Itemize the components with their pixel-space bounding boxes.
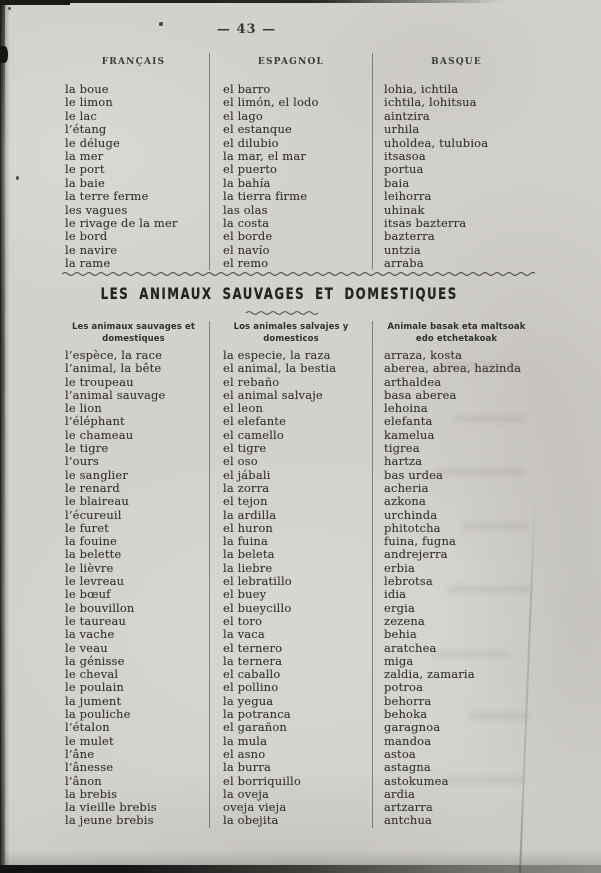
vocab-row: [58, 455, 540, 468]
vocab-row: [58, 376, 540, 389]
paper-speck: [8, 7, 11, 10]
scan-left-edge-shade: [0, 0, 5, 873]
french-term: l’étang: [58, 123, 210, 136]
vocab-row: [58, 509, 540, 522]
french-term: le bœuf: [58, 588, 210, 601]
vocab-row: [58, 735, 540, 748]
subheader-basque-line1: Animale basak eta maltsoak: [387, 322, 526, 332]
basque-term: lehoina: [384, 401, 428, 416]
spanish-term: el borriquillo: [210, 775, 373, 788]
vocab-row: [58, 349, 540, 362]
basque-term: mandoa: [384, 733, 432, 748]
vocab-row: [58, 575, 540, 588]
basque-term: potroa: [384, 680, 424, 695]
basque-term: aberea, abrea, hazinda: [384, 361, 522, 376]
vocab-row: [58, 801, 540, 814]
spanish-term: la liebre: [210, 562, 373, 575]
basque-term: aratchea: [384, 640, 437, 655]
basque-term: baia: [384, 175, 410, 190]
french-term: le veau: [58, 642, 210, 655]
vocab-row: [58, 150, 540, 163]
basque-term: astokumea: [384, 773, 449, 788]
column-header-espagnol: ESPAGNOL: [257, 57, 325, 67]
basque-term: bas urdea: [384, 467, 444, 482]
basque-term: aintzira: [384, 108, 430, 123]
french-term: le blaireau: [58, 495, 210, 508]
french-term: le lac: [58, 110, 210, 123]
ink-blob: [0, 46, 8, 63]
french-term: le taureau: [58, 615, 210, 628]
french-term: le bord: [58, 230, 210, 243]
spanish-term: el jábali: [210, 469, 373, 482]
basque-term: elefanta: [384, 414, 433, 429]
paper-speck: [16, 176, 19, 180]
spanish-term: la bahía: [210, 177, 373, 190]
spanish-term: el dilubio: [210, 137, 373, 150]
french-term: l’écureuil: [58, 509, 210, 522]
basque-term: arraza, kosta: [384, 348, 463, 362]
basque-term: erbia: [384, 560, 415, 575]
spanish-term: el oso: [210, 455, 373, 468]
vocab-row: [58, 362, 540, 375]
basque-term: portua: [384, 162, 424, 177]
vocab-row: [58, 442, 540, 455]
vocab-row: [58, 217, 540, 230]
basque-term: idia: [384, 587, 407, 602]
vocab-row: [58, 495, 540, 508]
spanish-term: la oveja: [210, 788, 373, 801]
wavy-underline: [245, 309, 319, 317]
basque-term: zezena: [384, 613, 425, 628]
spanish-term: la costa: [210, 217, 373, 230]
basque-term: ardia: [384, 786, 415, 801]
vocab-row: [58, 655, 540, 668]
french-term: les vagues: [58, 204, 210, 217]
french-term: le troupeau: [58, 376, 210, 389]
subheader-cell-french: [58, 321, 210, 349]
spanish-term: la ardilla: [210, 509, 373, 522]
spanish-term: el ternero: [210, 642, 373, 655]
french-term: le cheval: [58, 668, 210, 681]
scan-top-edge: [0, 0, 505, 3]
page-number: — 43 —: [216, 22, 277, 37]
subheader-spanish-line2: domesticos: [263, 333, 319, 344]
basque-term: astagna: [384, 760, 431, 775]
spanish-term: el tejon: [210, 495, 373, 508]
vocab-table-sea: [58, 53, 540, 270]
spanish-term: el camello: [210, 429, 373, 442]
spanish-term: la fuina: [210, 535, 373, 548]
french-term: le rivage de la mer: [58, 217, 210, 230]
basque-term: itsasoa: [384, 148, 426, 163]
spanish-term: oveja vieja: [210, 801, 373, 814]
subheader-basque-line2: edo etchetakoak: [415, 333, 498, 344]
french-term: la fouine: [58, 535, 210, 548]
basque-term: lohia, ichtila: [384, 82, 459, 96]
french-term: le navire: [58, 244, 210, 257]
spanish-term: el leon: [210, 402, 373, 415]
basque-term: astoa: [384, 746, 416, 761]
vocab-row: [58, 681, 540, 694]
spanish-term: el animal, la bestia: [210, 362, 373, 375]
french-term: le sanglier: [58, 469, 210, 482]
subheader-french-line2: domestiques: [102, 333, 165, 344]
scan-bottom-shadow: [0, 850, 601, 865]
french-term: la mer: [58, 150, 210, 163]
vocab-row: [58, 602, 540, 615]
vocab-row: [58, 257, 540, 270]
french-term: la génisse: [58, 655, 210, 668]
basque-term: uholdea, tulubioa: [384, 135, 489, 150]
spanish-term: el barro: [210, 83, 373, 96]
basque-term: hartza: [384, 454, 423, 469]
basque-term: andrejerra: [384, 547, 448, 562]
french-term: le chameau: [58, 429, 210, 442]
basque-term: artzarra: [384, 800, 433, 815]
vocab-row: [58, 96, 540, 109]
basque-term: behorra: [384, 693, 432, 708]
basque-term: behia: [384, 627, 417, 642]
scan-top-left-edge: [0, 0, 70, 5]
french-term: la jument: [58, 695, 210, 708]
basque-term: ichtila, lohitsua: [384, 95, 477, 110]
vocab-row: [58, 748, 540, 761]
subheader-cell-basque: [373, 321, 540, 349]
spanish-term: el remo: [210, 257, 373, 270]
french-term: la rame: [58, 257, 210, 270]
spanish-term: la zorra: [210, 482, 373, 495]
vocab-table-body: [58, 83, 540, 270]
french-term: le poulain: [58, 681, 210, 694]
vocab-row: [58, 137, 540, 150]
spanish-term: el borde: [210, 230, 373, 243]
french-term: la vieille brebis: [58, 801, 210, 814]
vocab-table-body: [58, 349, 540, 828]
spanish-term: el lago: [210, 110, 373, 123]
vocab-row: [58, 775, 540, 788]
french-term: la jeune brebis: [58, 814, 210, 827]
column-header-francais: FRANÇAIS: [101, 57, 166, 67]
basque-term: ergia: [384, 600, 415, 615]
spanish-term: la yegua: [210, 695, 373, 708]
wavy-divider-line: [62, 273, 535, 276]
basque-term: fuina, fugna: [384, 534, 457, 549]
vocab-row: [58, 469, 540, 482]
spanish-term: la mar, el mar: [210, 150, 373, 163]
french-term: le furet: [58, 522, 210, 535]
spanish-term: la beleta: [210, 548, 373, 561]
vocab-table-subheader: [58, 321, 540, 349]
french-term: la terre ferme: [58, 190, 210, 203]
vocab-row: [58, 244, 540, 257]
vocab-row: [58, 190, 540, 203]
french-term: la boue: [58, 83, 210, 96]
basque-term: behoka: [384, 707, 428, 722]
vocab-row: [58, 230, 540, 243]
basque-term: urhila: [384, 122, 420, 137]
vocab-row: [58, 761, 540, 774]
vocab-row: [58, 123, 540, 136]
basque-term: antchua: [384, 813, 433, 828]
french-term: le levreau: [58, 575, 210, 588]
spanish-term: la tierra firme: [210, 190, 373, 203]
vocab-row: [58, 562, 540, 575]
basque-term: basa aberea: [384, 387, 457, 402]
spanish-term: el rebaño: [210, 376, 373, 389]
french-term: l’ours: [58, 455, 210, 468]
spanish-term: las olas: [210, 204, 373, 217]
french-term: la brebis: [58, 788, 210, 801]
spanish-term: el lebratillo: [210, 575, 373, 588]
vocab-row: [58, 642, 540, 655]
basque-term: arthaldea: [384, 374, 442, 389]
basque-term: bazterra: [384, 229, 435, 244]
french-term: le bouvillon: [58, 602, 210, 615]
french-term: la belette: [58, 548, 210, 561]
vocab-row: [58, 389, 540, 402]
french-term: le lion: [58, 402, 210, 415]
french-term: l’espèce, la race: [58, 349, 210, 362]
vocab-row: [58, 548, 540, 561]
vocab-row: [58, 588, 540, 601]
subheader-french-line1: Les animaux sauvages et: [71, 322, 196, 332]
spanish-term: el puerto: [210, 163, 373, 176]
basque-term: phitotcha: [384, 520, 441, 535]
vocab-row: [58, 788, 540, 801]
french-term: l’éléphant: [58, 415, 210, 428]
spanish-term: el buey: [210, 588, 373, 601]
spanish-term: el garañon: [210, 721, 373, 734]
vocab-row: [58, 415, 540, 428]
vocab-row: [58, 721, 540, 734]
spanish-term: el bueycillo: [210, 602, 373, 615]
french-term: le renard: [58, 482, 210, 495]
vocab-row: [58, 204, 540, 217]
spanish-term: el huron: [210, 522, 373, 535]
wavy-underline-line: [246, 312, 318, 315]
basque-term: itsas bazterra: [384, 215, 467, 230]
vocab-row: [58, 628, 540, 641]
subheader-cell-spanish: [210, 321, 373, 349]
vocab-row: [58, 668, 540, 681]
basque-term: acheria: [384, 480, 429, 495]
french-term: la vache: [58, 628, 210, 641]
vocab-row: [58, 402, 540, 415]
spanish-term: el caballo: [210, 668, 373, 681]
vocab-row: [58, 163, 540, 176]
vocab-table-header: [58, 53, 540, 83]
basque-term: kamelua: [384, 427, 435, 442]
vocab-row: [58, 615, 540, 628]
vocab-row: [58, 429, 540, 442]
spanish-term: el elefante: [210, 415, 373, 428]
spanish-term: el toro: [210, 615, 373, 628]
basque-term: garagnoa: [384, 720, 441, 735]
basque-term: leihorra: [384, 189, 432, 204]
vocab-row: [58, 522, 540, 535]
basque-term: lebrotsa: [384, 574, 433, 589]
french-term: le limon: [58, 96, 210, 109]
spanish-term: la burra: [210, 761, 373, 774]
scan-bottom-edge: [0, 865, 601, 873]
french-term: le tigre: [58, 442, 210, 455]
french-term: l’animal sauvage: [58, 389, 210, 402]
spanish-term: la ternera: [210, 655, 373, 668]
vocab-row: [58, 695, 540, 708]
spanish-term: el limón, el lodo: [210, 96, 373, 109]
french-term: la pouliche: [58, 708, 210, 721]
french-term: l’âne: [58, 748, 210, 761]
basque-term: miga: [384, 653, 414, 668]
spanish-term: la mula: [210, 735, 373, 748]
basque-term: arraba: [384, 256, 424, 271]
header-cell-french: [58, 53, 210, 83]
spanish-term: la vaca: [210, 628, 373, 641]
spanish-term: el pollino: [210, 681, 373, 694]
french-term: le port: [58, 163, 210, 176]
wavy-divider: [61, 270, 535, 278]
french-term: le mulet: [58, 735, 210, 748]
vocab-row: [58, 177, 540, 190]
vocab-row: [58, 535, 540, 548]
french-term: la baie: [58, 177, 210, 190]
basque-term: urchinda: [384, 507, 438, 522]
vocab-row: [58, 814, 540, 827]
spanish-term: el asno: [210, 748, 373, 761]
spanish-term: el navío: [210, 244, 373, 257]
french-term: l’animal, la bête: [58, 362, 210, 375]
french-term: l’ânon: [58, 775, 210, 788]
basque-term: azkona: [384, 494, 426, 509]
header-cell-spanish: [210, 53, 373, 83]
vocab-table-animals: [58, 321, 540, 828]
french-term: l’étalon: [58, 721, 210, 734]
spanish-term: el tigre: [210, 442, 373, 455]
basque-term: zaldia, zamaria: [384, 667, 475, 682]
french-term: le déluge: [58, 137, 210, 150]
vocab-row: [58, 482, 540, 495]
header-cell-basque: [373, 53, 540, 83]
section-title: LES ANIMAUX SAUVAGES ET DOMESTIQUES: [100, 284, 458, 303]
vocab-row: [58, 708, 540, 721]
subheader-spanish-line1: Los animales salvajes y: [233, 322, 349, 332]
spanish-term: el animal salvaje: [210, 389, 373, 402]
spanish-term: la especie, la raza: [210, 349, 373, 362]
basque-term: tigrea: [384, 441, 420, 456]
vocab-row: [58, 110, 540, 123]
french-term: l’ânesse: [58, 761, 210, 774]
spanish-term: la potranca: [210, 708, 373, 721]
vocab-row: [58, 83, 540, 96]
basque-term: untzia: [384, 242, 421, 257]
spanish-term: la obejita: [210, 814, 373, 827]
french-term: le lièvre: [58, 562, 210, 575]
basque-term: uhinak: [384, 202, 425, 217]
spanish-term: el estanque: [210, 123, 373, 136]
column-header-basque: BASQUE: [431, 57, 482, 67]
